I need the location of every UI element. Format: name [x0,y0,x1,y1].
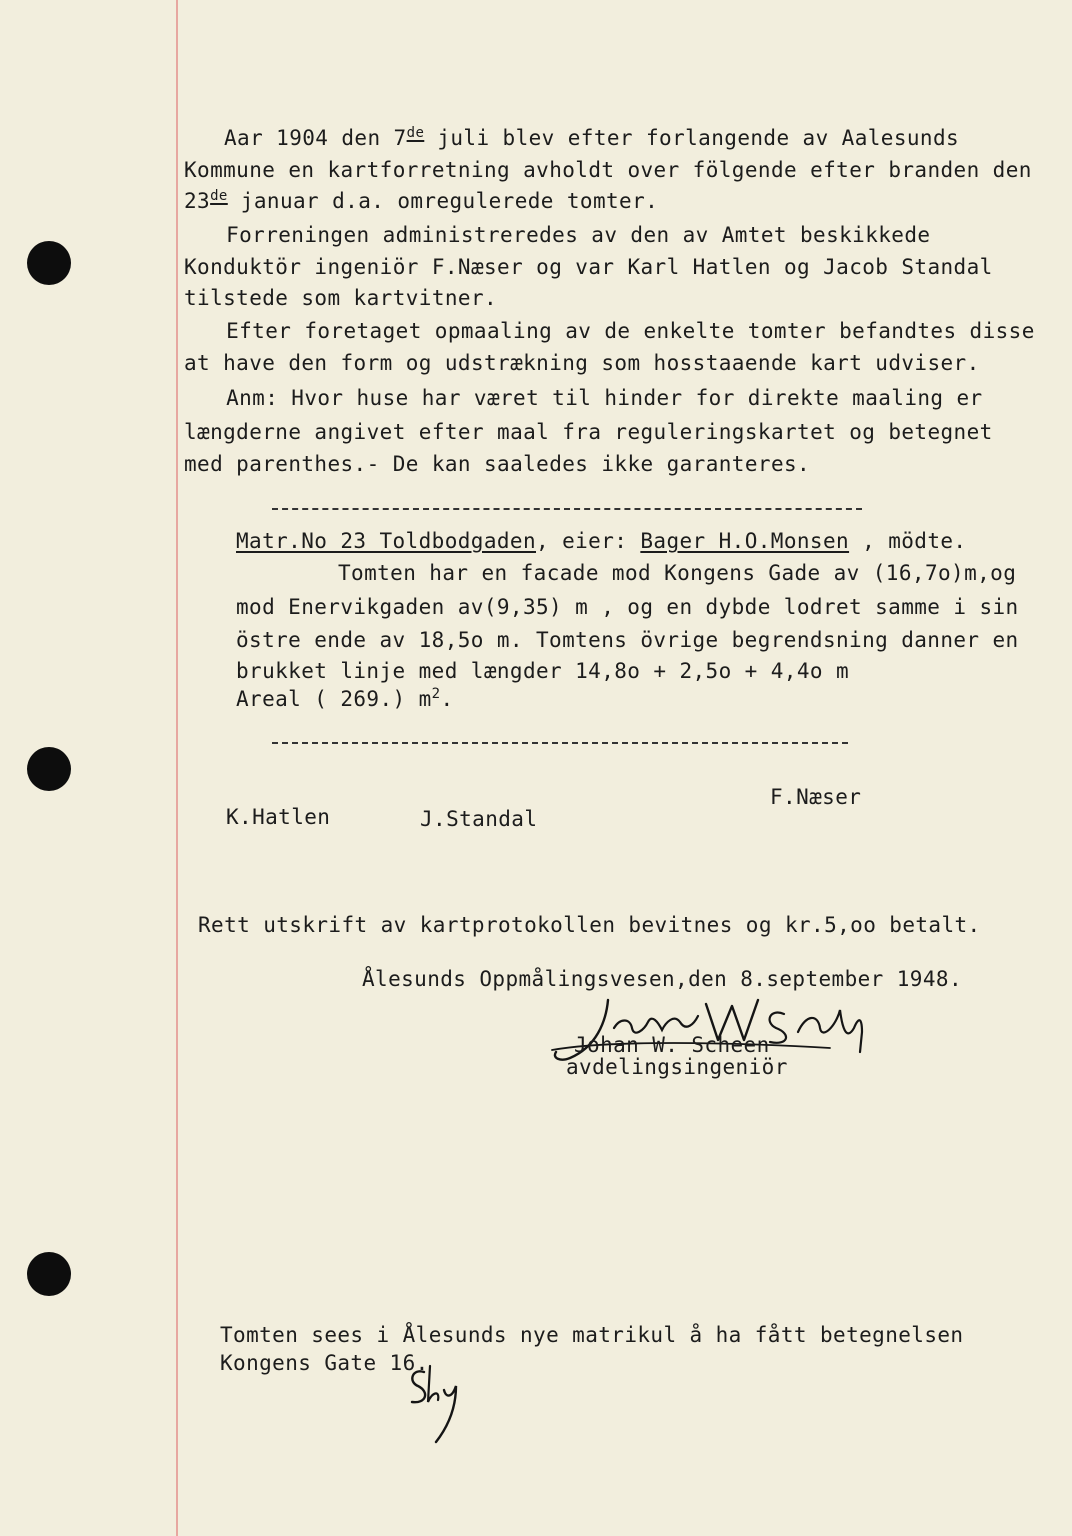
signer-name: Johan W. Scheen [574,1033,770,1057]
intro-line-7: Efter foretaget opmaaling av de enkelte tomter befandtes disse [200,319,1035,343]
dashed-separator-top [272,508,862,510]
signer-title: avdelingsingeniör [566,1055,788,1079]
witness-standal: J.Standal [420,807,538,831]
attended-text: , mödte. [849,529,967,553]
place-date: Ålesunds Oppmålingsvesen,den 8.september 1948. [362,967,962,991]
intro-line-3-superscript: de [210,188,228,204]
area-end: . [440,687,454,711]
intro-line-3 [184,188,658,214]
witness-hatlen: K.Hatlen [226,805,331,829]
intro-line-1b: juli blev efter forlangende av Aalesunds [424,126,960,150]
intro-line-1a: Aar 1904 den 7 [224,126,407,150]
matr-number: Matr.No 23 Toldbodgaden [236,529,536,553]
matr-heading [236,528,966,554]
punch-hole-bottom [27,1252,71,1296]
intro-line-4: Forreningen administreredes av den av Amtet beskikkede [200,223,931,247]
area-superscript: 2 [431,686,441,702]
intro-line-2: Kommune en kartforretning avholdt over fölgende efter branden den [184,158,1032,182]
matr-line-2: Tomten har en facade mod Kongens Gade av (16,7o)m,og [338,561,1017,585]
matr-line-5: brukket linje med længder 14,8o + 2,5o + 4,4o m [236,659,850,683]
intro-line-10: længderne angivet efter maal fra reguleringskartet og betegnet [184,420,993,444]
intro-line-8: at have den form og udstrækning som hosstaaende kart udviser. [184,351,980,375]
initials-signature [402,1362,468,1446]
matr-line-3: mod Enervikgaden av(9,35) m , og en dybde lodret samme i sin [236,595,1019,619]
matr-line-4: östre ende av 18,5o m. Tomtens övrige begrendsning danner en [236,628,1019,652]
intro-line-3b: januar d.a. omregulerede tomter. [227,189,659,213]
intro-line-1 [224,125,959,151]
area-text: Areal ( 269.) m [236,687,432,711]
intro-line-9: Anm: Hvor huse har været til hinder for direkte maaling er [200,386,983,410]
margin-rule [176,0,178,1536]
punch-hole-middle [27,747,71,791]
area-line [236,686,454,712]
intro-line-6: tilstede som kartvitner. [184,286,498,310]
intro-line-11: med parenthes.- De kan saaledes ikke garanteres. [184,452,811,476]
punch-hole-top [27,241,71,285]
witness-naeser: F.Næser [770,785,862,809]
intro-line-3a: 23 [184,189,211,213]
intro-line-1-superscript: de [406,125,425,141]
note-line-1: Tomten sees i Ålesunds nye matrikul å ha fått betegnelsen [220,1323,964,1347]
owner-name: Bager H.O.Monsen [640,529,850,553]
note-line-2: Kongens Gate 16. [220,1351,429,1375]
dashed-separator-bottom [272,742,848,744]
certification-text: Rett utskrift av kartprotokollen bevitnes og kr.5,oo betalt. [198,913,981,937]
owner-label: , eier: [536,529,641,553]
intro-line-5: Konduktör ingeniör F.Næser og var Karl Hatlen og Jacob Standal [184,255,993,279]
